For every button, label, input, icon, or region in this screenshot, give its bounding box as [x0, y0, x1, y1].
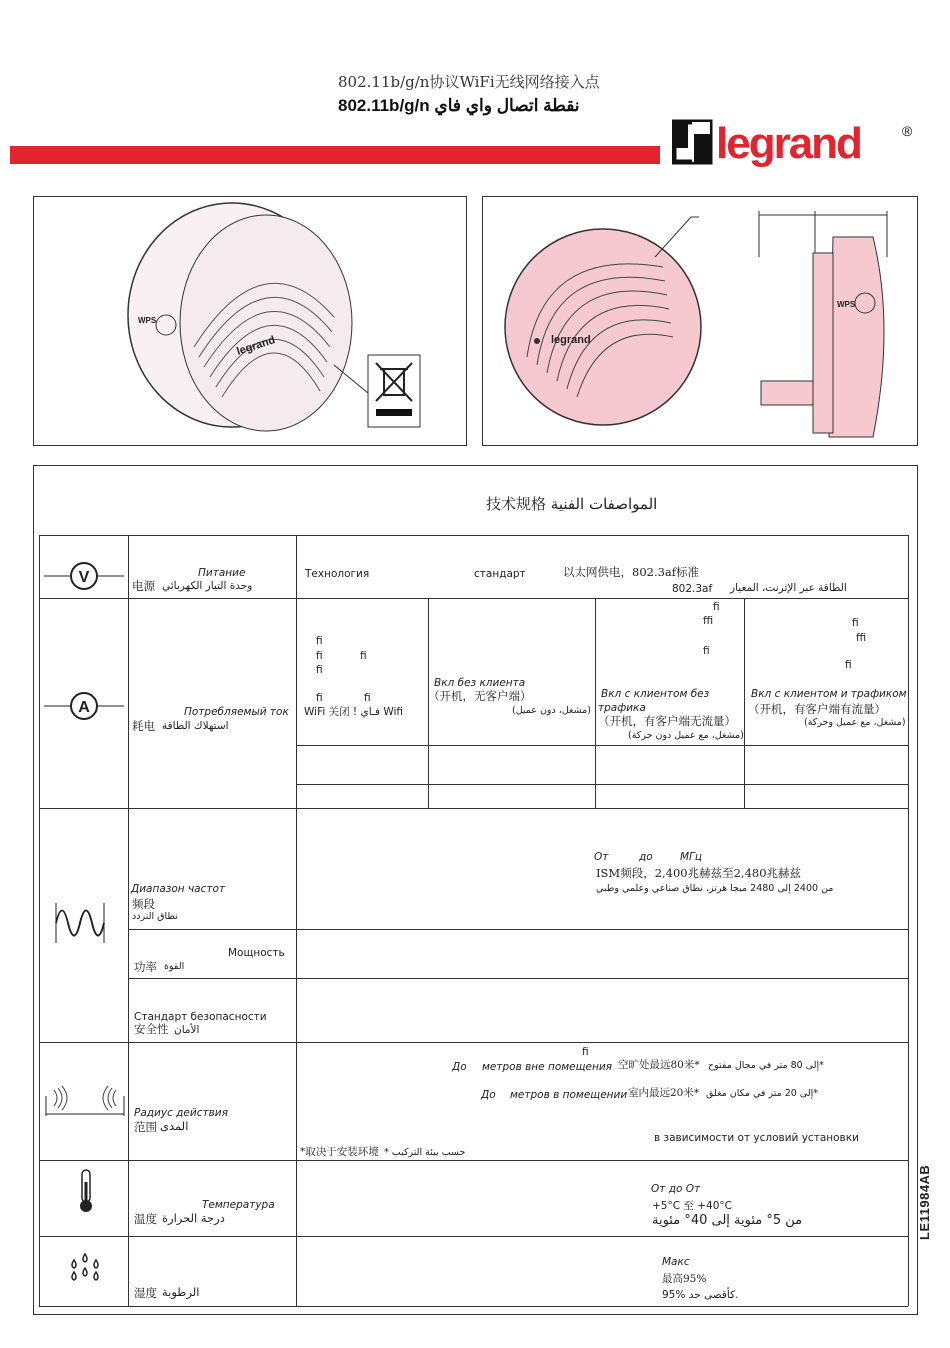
col2-cn: （开机，无客户端） — [428, 689, 532, 703]
col3-ru2: трафика — [598, 702, 646, 714]
temp-value: +5°C 至 +40°C — [652, 1200, 732, 1212]
product-drawing-panel — [482, 196, 918, 446]
range-indoor-cn: 室内最远20米* — [628, 1087, 700, 1099]
col3-cn: （开机，有客户端无流量） — [598, 714, 736, 728]
temp-label-cn: 温度 — [134, 1212, 157, 1226]
consumption-label-ru: Потребляемый ток — [184, 706, 289, 718]
consumption-label-ar: استهلاك الطاقة — [162, 720, 229, 732]
power-value-cn: 以太网供电，802.3af标准 — [563, 565, 700, 579]
range-note-ru: в зависимости от условий установки — [654, 1132, 859, 1144]
freq-label-cn: 频段 — [132, 897, 155, 911]
col1-wifi-off: WiFi 关闭 ! فـاي Wifi — [304, 706, 404, 718]
humidity-label-ar: الرطوبة — [162, 1285, 200, 1299]
range-label-ar: المدى — [160, 1119, 189, 1133]
power-label-cn: 电源 — [132, 579, 155, 593]
temp-value-ar: من 5° مئوية إلى 40° مئوية — [652, 1213, 803, 1228]
power-label-ar: وحدة التيار الكهربائي — [162, 580, 253, 592]
col4-ar: (مشغل، مع عميل وحركة) — [804, 717, 906, 728]
range-label-ru: Радиус действия — [134, 1107, 228, 1119]
red-banner — [10, 146, 660, 164]
range-indoor-ru: метров в помещении — [510, 1089, 628, 1101]
humidity-drops-icon — [68, 1252, 102, 1284]
safety-label-ar: الأمان — [174, 1024, 200, 1036]
power-standard-ru: стандарт — [474, 568, 526, 580]
product-photo-panel — [33, 196, 467, 446]
device-logo: legrand — [235, 334, 277, 358]
col3-ar: (مشغل، مع عميل دون حركة) — [628, 730, 744, 741]
device-logo-front: legrand — [551, 334, 591, 346]
output-label-cn: 功率 — [134, 960, 157, 974]
range-note-ar: * حسب بيئة التركيب — [384, 1147, 466, 1158]
range-indoor-ar: إلى 20 متر في مكان مغلق* — [706, 1088, 819, 1099]
registered-mark: ® — [902, 123, 913, 139]
freq-value-cn: ISM频段，2,400兆赫兹至2,480兆赫兹 — [596, 866, 802, 880]
consumption-label-cn: 耗电 — [132, 719, 155, 733]
title-chinese: 802.11b/g/n协议WiFi无线网络接入点 — [338, 73, 600, 91]
range-outdoor-ru: метров вне помещения — [482, 1061, 612, 1073]
document-id: LE11984AB — [917, 1164, 932, 1240]
power-label-ru: Питание — [198, 567, 246, 579]
humidity-label-cn: 湿度 — [134, 1286, 157, 1300]
col3-ru1: Вкл с клиентом без — [601, 688, 710, 700]
range-icon — [42, 1086, 128, 1118]
wave-icon — [54, 898, 108, 948]
temp-ru: От до От — [651, 1183, 701, 1195]
col4-ru: Вкл с клиентом и трафиком — [751, 688, 907, 700]
range-label-cn: 范围 — [134, 1120, 157, 1134]
temp-label-ru: Температура — [202, 1199, 275, 1211]
temp-label-ar: درجة الحرارة — [162, 1211, 225, 1225]
title-arabic: 802.11b/g/n نقطة اتصال واي فاي — [338, 96, 580, 115]
brand-text: legrand — [716, 119, 861, 168]
col4-cn: （开机，有客户端有流量） — [748, 702, 886, 716]
humidity-value-ar: 95% كأقصى حد. — [662, 1289, 739, 1301]
humidity-ru: Макс — [662, 1256, 690, 1268]
voltage-icon — [44, 560, 124, 592]
current-icon — [44, 690, 124, 722]
humidity-value-cn: 最高95% — [662, 1273, 707, 1285]
safety-label-cn: 安全性 — [134, 1022, 169, 1036]
range-note-cn: *取决于安装环境 — [300, 1146, 379, 1158]
svg-text:V: V — [78, 569, 90, 586]
col2-ar: (مشغل، دون عميل) — [512, 705, 591, 716]
output-label-ru: Мощность — [228, 947, 285, 959]
range-outdoor-cn: 空旷处最远80米* — [618, 1059, 700, 1071]
power-value-std: 802.3af — [672, 583, 713, 595]
power-value-ar: الطاقة عبر الإثرنت، المعيار — [730, 582, 847, 594]
col2-ru: Вкл без клиента — [434, 677, 526, 689]
wps-label: WPS — [138, 316, 157, 325]
thermometer-icon — [76, 1168, 96, 1214]
freq-value-ar: من 2400 إلى 2480 ميجا هرتز، نطاق صناعي وعلمي وطبي — [596, 883, 834, 894]
freq-label-ar: نطاق التردد — [132, 911, 178, 922]
power-tech-ru: Технология — [305, 568, 370, 580]
freq-label-ru: Диапазон частот — [131, 883, 226, 895]
safety-label-ru: Стандарт безопасности — [134, 1011, 267, 1023]
spec-heading: 技术规格 المواصفات الفنية — [486, 495, 658, 513]
legrand-logo — [672, 118, 920, 180]
output-label-ar: القوة — [164, 961, 185, 972]
wps-label-side: WPS — [837, 300, 856, 309]
range-outdoor-ar: إلى 80 متر في مجال مفتوح* — [708, 1060, 824, 1071]
svg-text:A: A — [78, 699, 90, 716]
